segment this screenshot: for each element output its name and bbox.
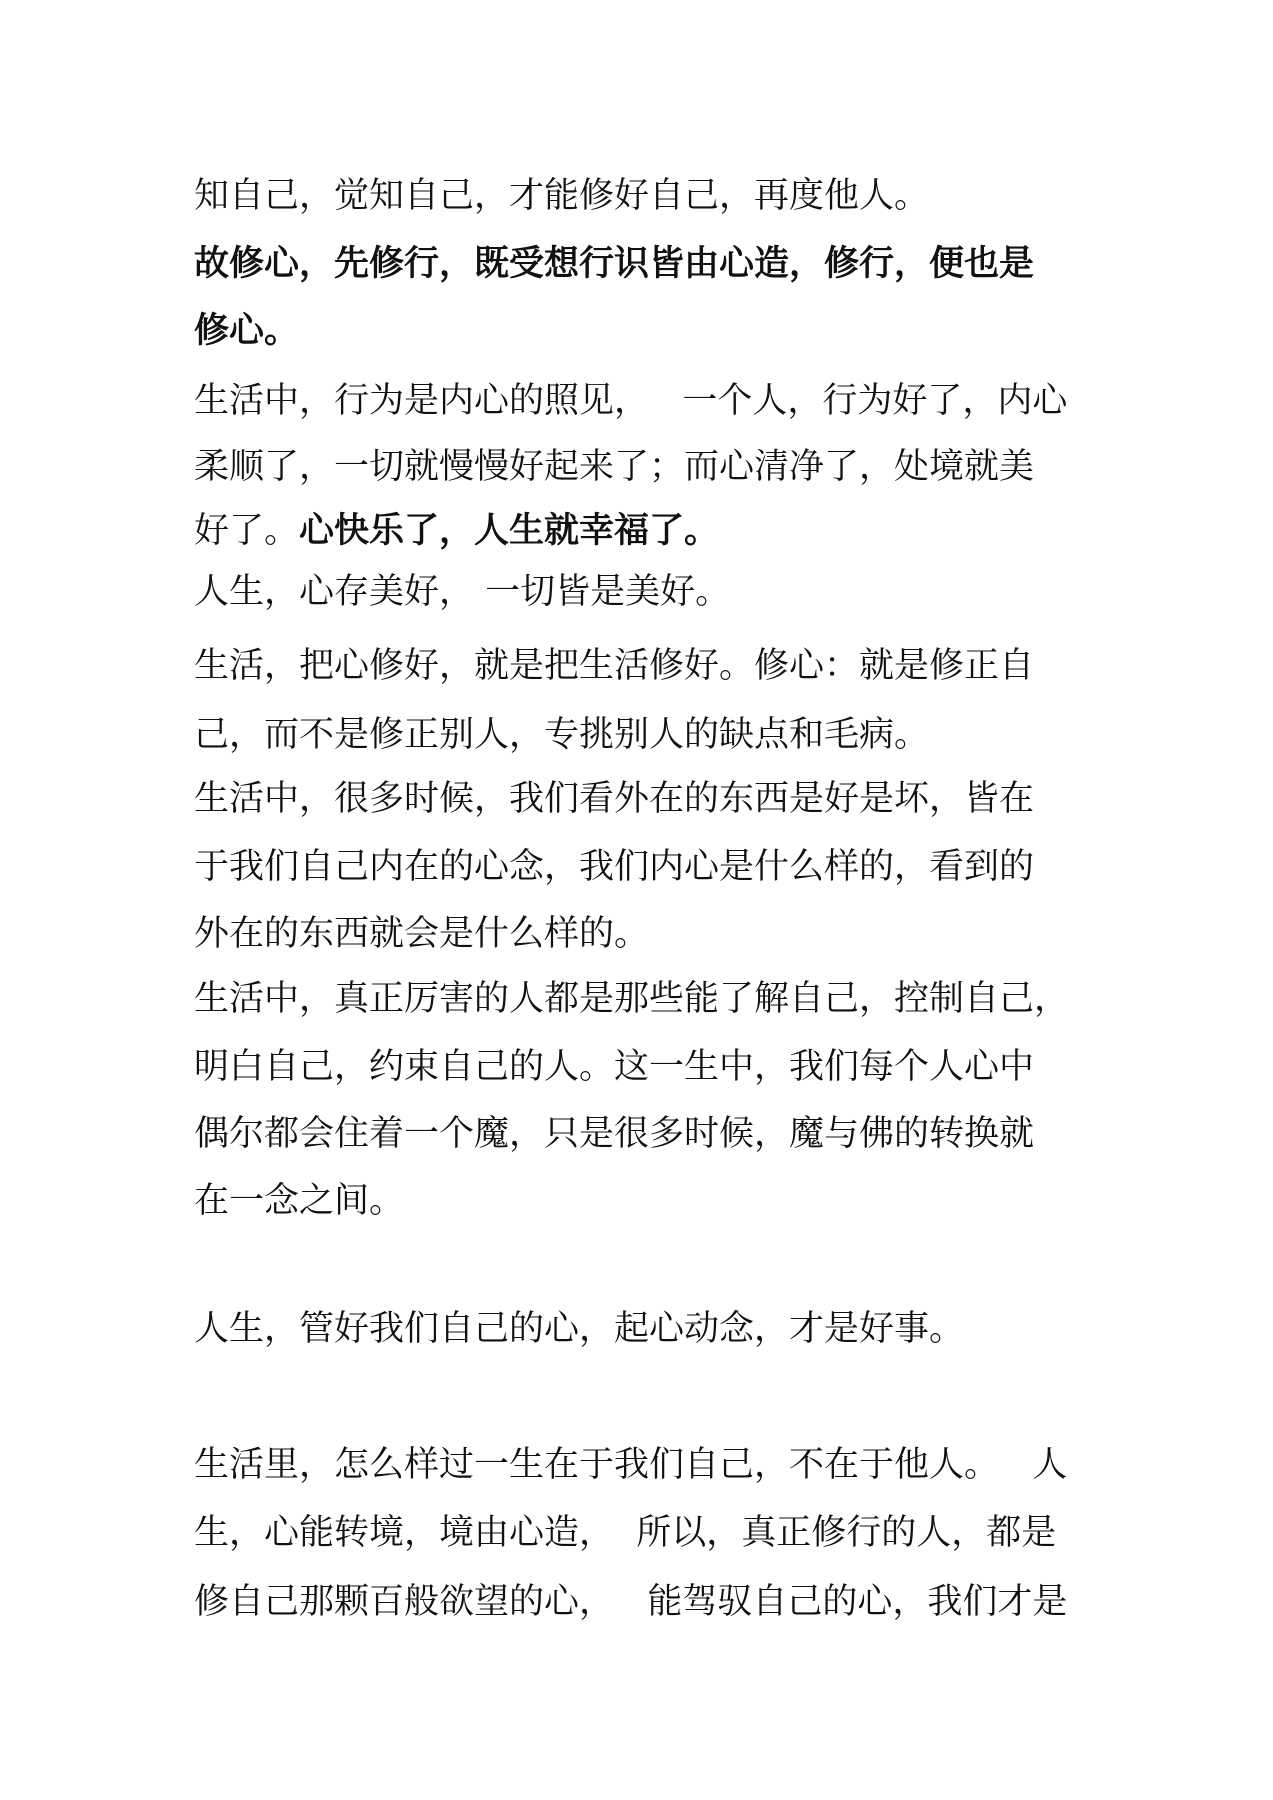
text-line-7: 人生，心存美好， 一切皆是美好。 [194, 572, 731, 612]
text-line-14: 明白自己，约束自己的人。这一生中，我们每个人心中 [194, 1047, 1035, 1087]
text-line-3: 修心。 [194, 311, 300, 351]
text-line-4: 生活中，行为是内心的照见， 一个人，行为好了，内心 [194, 381, 1068, 421]
text-line-5: 柔顺了，一切就慢慢好起来了；而心清净了，处境就美 [194, 447, 1035, 487]
text-line-19: 生，心能转境，境由心造， 所以，真正修行的人，都是 [194, 1513, 1057, 1553]
text-line-12: 外在的东西就会是什么样的。 [194, 914, 650, 954]
text-line-13: 生活中，真正厉害的人都是那些能了解自己，控制自己， [194, 979, 1070, 1019]
text-line-2: 故修心，先修行，既受想行识皆由心造，修行，便也是 [194, 244, 1035, 284]
text-line-1: 知自己，觉知自己，才能修好自己，再度他人。 [194, 176, 930, 216]
text-line-10: 生活中，很多时候，我们看外在的东西是好是坏，皆在 [194, 779, 1035, 819]
text-line-8: 生活，把心修好，就是把生活修好。修心：就是修正自 [194, 646, 1035, 686]
text-line-15: 偶尔都会住着一个魔，只是很多时候，魔与佛的转换就 [194, 1114, 1035, 1154]
text-line-6 [194, 507, 719, 555]
text-line-11: 于我们自己内在的心念，我们内心是什么样的，看到的 [194, 847, 1035, 887]
text-line-6-bold: 心快乐了，人生就幸福了。 [299, 511, 720, 551]
text-line-18: 生活里，怎么样过一生在于我们自己，不在于他人。 人 [194, 1445, 1068, 1485]
text-line-20: 修自己那颗百般欲望的心， 能驾驭自己的心，我们才是 [194, 1582, 1068, 1622]
text-line-6-regular: 好了。 [194, 511, 300, 551]
text-line-17: 人生，管好我们自己的心，起心动念，才是好事。 [194, 1309, 965, 1349]
text-line-9: 己，而不是修正别人，专挑别人的缺点和毛病。 [194, 715, 930, 755]
text-line-16: 在一念之间。 [194, 1181, 405, 1221]
